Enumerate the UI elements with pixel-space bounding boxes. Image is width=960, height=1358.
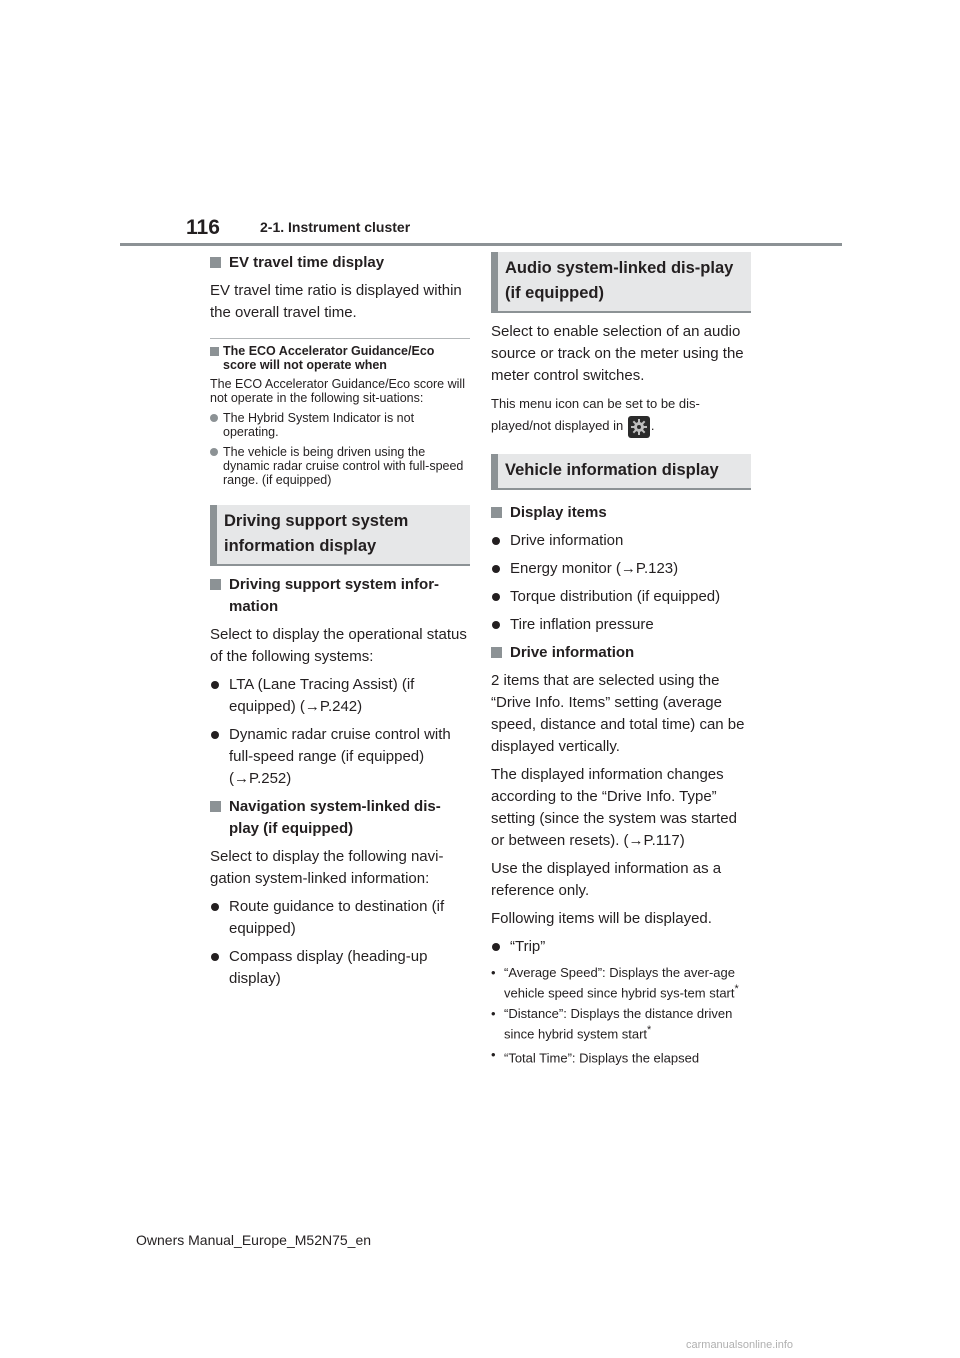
- display-items-heading: Display items: [491, 502, 751, 524]
- audio-box-heading: Audio system-linked dis-play (if equipped): [491, 252, 751, 313]
- note-bullet: The vehicle is being driven using the dynamic radar cruise control with full-speed range. (if equipped): [210, 445, 470, 487]
- vehicle-info-box-heading: Vehicle information display: [491, 454, 751, 490]
- circle-bullet-icon: [492, 537, 500, 545]
- list-item: Energy monitor (→P.123): [491, 558, 751, 580]
- ev-travel-heading: EV travel time display: [210, 252, 470, 274]
- drive-info-heading: Drive information: [491, 642, 751, 664]
- drive-info-text: 2 items that are selected using the “Drive Info. Items” setting (average speed, distance and total time) can be displayed vertically.: [491, 671, 745, 755]
- ev-travel-text: EV travel time ratio is displayed within the overall travel time.: [210, 282, 462, 321]
- circle-bullet-icon: [210, 448, 218, 456]
- driving-support-heading: Driving support system infor-mation: [210, 574, 470, 618]
- square-bullet-icon: [210, 257, 221, 268]
- list-item: Drive information: [491, 530, 751, 552]
- list-item: Compass display (heading-up display): [210, 946, 470, 990]
- driving-support-box-heading: Driving support system information display: [210, 505, 470, 566]
- circle-bullet-icon: [492, 565, 500, 573]
- list-item: Dynamic radar cruise control with full-speed range (if equipped) (→P.252): [210, 724, 470, 790]
- circle-bullet-icon: [211, 953, 219, 961]
- list-item: LTA (Lane Tracing Assist) (if equipped) (→P.242): [210, 674, 470, 718]
- square-bullet-icon: [491, 507, 502, 518]
- audio-text: Select to enable selection of an audio source or track on the meter using the meter control switches.: [491, 323, 744, 384]
- circle-bullet-icon: [492, 943, 500, 951]
- circle-bullet-icon: [210, 414, 218, 422]
- page-number: 116: [186, 216, 220, 239]
- list-item: Tire inflation pressure: [491, 614, 751, 636]
- circle-bullet-icon: [211, 681, 219, 689]
- watermark: carmanualsonline.info: [686, 1339, 794, 1351]
- left-column: [210, 252, 470, 996]
- drive-info-text: Use the displayed information as a reference only.: [491, 859, 722, 899]
- square-bullet-icon: [210, 801, 221, 812]
- list-item: Torque distribution (if equipped): [491, 586, 751, 608]
- list-item: “Trip”: [491, 936, 751, 958]
- list-item: Route guidance to destination (if equipped): [210, 896, 470, 940]
- drive-info-text: The displayed information changes according to the “Drive Info. Type” setting (since the system was started or between resets). (→P.117): [491, 765, 737, 849]
- square-bullet-icon: [491, 647, 502, 658]
- circle-bullet-icon: [211, 731, 219, 739]
- circle-bullet-icon: [492, 593, 500, 601]
- drive-info-text: Following items will be displayed.: [491, 909, 712, 927]
- section-title: 2-1. Instrument cluster: [260, 219, 411, 235]
- note-bullet: The Hybrid System Indicator is not operating.: [210, 411, 470, 439]
- eco-note-heading: The ECO Accelerator Guidance/Eco score will not operate when: [210, 344, 470, 372]
- header-rule: [120, 243, 842, 246]
- page-footer: Owners Manual_Europe_M52N75_en: [136, 1232, 372, 1248]
- square-bullet-icon: [210, 347, 219, 356]
- audio-icon-note: This menu icon can be set to be dis-played/not displayed in .: [491, 393, 751, 438]
- navigation-heading: Navigation system-linked dis-play (if equipped): [210, 796, 470, 840]
- driving-support-text: Select to display the operational status of the following systems:: [210, 626, 467, 665]
- eco-note-text: The ECO Accelerator Guidance/Eco score will not operate in the following sit-uations:: [210, 377, 465, 405]
- trip-sub-item: • “Average Speed”: Displays the aver-age vehicle speed since hybrid sys-tem start*: [491, 964, 739, 1000]
- navigation-text: Select to display the following navi-gation system-linked information:: [210, 848, 444, 887]
- gear-icon: [628, 416, 650, 438]
- circle-bullet-icon: [211, 903, 219, 911]
- trip-sub-item: • “Total Time”: Displays the elapsed: [491, 1047, 700, 1066]
- page-header: [120, 214, 842, 246]
- eco-note: [210, 338, 470, 487]
- right-column: [491, 252, 751, 1071]
- circle-bullet-icon: [492, 621, 500, 629]
- trip-sub-item: • “Distance”: Displays the distance driven since hybrid system start*: [491, 1005, 733, 1042]
- square-bullet-icon: [210, 579, 221, 590]
